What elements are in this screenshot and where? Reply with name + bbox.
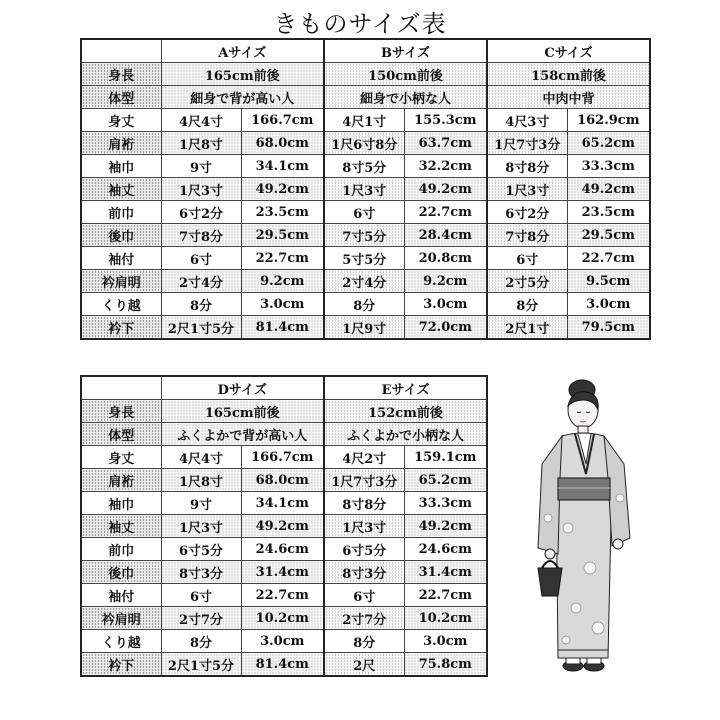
shaku-value-cell: 8寸8分	[324, 492, 404, 515]
shaku-value-cell: 6寸	[161, 584, 241, 607]
shaku-value-cell: 2寸7分	[161, 607, 241, 630]
cm-value-cell: 23.5cm	[567, 201, 650, 224]
cm-value-cell: 72.0cm	[404, 316, 487, 340]
shaku-value-cell: 8寸8分	[487, 155, 567, 178]
size-name-header: Dサイズ	[161, 376, 324, 400]
measurement-row	[81, 132, 650, 155]
row-label: 体型	[81, 423, 161, 446]
cm-value-cell: 3.0cm	[241, 630, 324, 653]
row-label: 袖付	[81, 247, 161, 270]
shaku-value-cell: 2寸5分	[487, 270, 567, 293]
measurement-row	[81, 201, 650, 224]
shaku-value-cell: 8寸3分	[324, 561, 404, 584]
measurement-row	[81, 561, 487, 584]
shaku-value-cell: 1尺9寸	[324, 316, 404, 340]
measurement-row	[81, 515, 487, 538]
handbag-icon	[538, 568, 562, 596]
shaku-value-cell: 6寸5分	[161, 538, 241, 561]
shaku-value-cell: 2尺1寸	[487, 316, 567, 340]
shaku-value-cell: 4尺4寸	[161, 446, 241, 469]
shaku-value-cell: 9寸	[161, 492, 241, 515]
cm-value-cell: 22.7cm	[404, 201, 487, 224]
measurement-row	[81, 109, 650, 132]
height-cell: 165cm前後	[161, 63, 324, 86]
cm-value-cell: 49.2cm	[241, 178, 324, 201]
build-cell: ふくよかで小柄な人	[324, 423, 487, 446]
row-label: 肩裄	[81, 132, 161, 155]
cm-value-cell: 31.4cm	[404, 561, 487, 584]
shaku-value-cell: 8分	[324, 630, 404, 653]
row-label: 後巾	[81, 224, 161, 247]
cm-value-cell: 159.1cm	[404, 446, 487, 469]
row-label: 袖丈	[81, 515, 161, 538]
shaku-value-cell: 6寸	[324, 584, 404, 607]
kimono-woman-illustration	[528, 378, 638, 678]
shaku-value-cell: 1尺3寸	[161, 178, 241, 201]
shaku-value-cell: 1尺8寸	[161, 469, 241, 492]
shaku-value-cell: 2寸7分	[324, 607, 404, 630]
cm-value-cell: 23.5cm	[241, 201, 324, 224]
height-cell: 158cm前後	[487, 63, 650, 86]
cm-value-cell: 81.4cm	[241, 653, 324, 677]
cm-value-cell: 155.3cm	[404, 109, 487, 132]
cm-value-cell: 65.2cm	[404, 469, 487, 492]
size-name-header: Eサイズ	[324, 376, 487, 400]
shaku-value-cell: 7寸5分	[324, 224, 404, 247]
shaku-value-cell: 8分	[161, 630, 241, 653]
shaku-value-cell: 1尺8寸	[161, 132, 241, 155]
build-cell: 細身で小柄な人	[324, 86, 487, 109]
shaku-value-cell: 9寸	[161, 155, 241, 178]
height-cell: 150cm前後	[324, 63, 487, 86]
build-row	[81, 86, 650, 109]
measurement-row	[81, 446, 487, 469]
row-label: 袖巾	[81, 492, 161, 515]
cm-value-cell: 3.0cm	[404, 630, 487, 653]
row-label: 前巾	[81, 538, 161, 561]
cm-value-cell: 49.2cm	[404, 515, 487, 538]
cm-value-cell: 20.8cm	[404, 247, 487, 270]
row-label: 衿下	[81, 653, 161, 677]
cm-value-cell: 10.2cm	[241, 607, 324, 630]
cm-value-cell: 10.2cm	[404, 607, 487, 630]
cm-value-cell: 68.0cm	[241, 132, 324, 155]
cm-value-cell: 24.6cm	[241, 538, 324, 561]
shaku-value-cell: 4尺3寸	[487, 109, 567, 132]
build-cell: ふくよかで背が高い人	[161, 423, 324, 446]
cm-value-cell: 3.0cm	[567, 293, 650, 316]
cm-value-cell: 9.2cm	[404, 270, 487, 293]
measurement-row	[81, 270, 650, 293]
cm-value-cell: 22.7cm	[241, 247, 324, 270]
cm-value-cell: 29.5cm	[567, 224, 650, 247]
cm-value-cell: 3.0cm	[404, 293, 487, 316]
shaku-value-cell: 8寸5分	[324, 155, 404, 178]
cm-value-cell: 33.3cm	[567, 155, 650, 178]
cm-value-cell: 22.7cm	[404, 584, 487, 607]
measurement-row	[81, 316, 650, 340]
cm-value-cell: 75.8cm	[404, 653, 487, 677]
shaku-value-cell: 8寸3分	[161, 561, 241, 584]
row-label: 身丈	[81, 109, 161, 132]
size-header-row	[81, 376, 487, 400]
size-table-d-e	[80, 375, 488, 677]
measurement-row	[81, 155, 650, 178]
cm-value-cell: 49.2cm	[404, 178, 487, 201]
measurement-row	[81, 653, 487, 677]
row-label: 身長	[81, 63, 161, 86]
corner-cell	[81, 376, 161, 400]
measurement-row	[81, 178, 650, 201]
shaku-value-cell: 2尺1寸5分	[161, 316, 241, 340]
row-label: 衿下	[81, 316, 161, 340]
cm-value-cell: 31.4cm	[241, 561, 324, 584]
shaku-value-cell: 8分	[487, 293, 567, 316]
measurement-row	[81, 630, 487, 653]
shaku-value-cell: 6寸	[487, 247, 567, 270]
shaku-value-cell: 4尺2寸	[324, 446, 404, 469]
shaku-value-cell: 6寸2分	[487, 201, 567, 224]
shaku-value-cell: 2尺1寸5分	[161, 653, 241, 677]
size-table-a-b-c	[80, 38, 651, 340]
shaku-value-cell: 6寸2分	[161, 201, 241, 224]
size-name-header: Cサイズ	[487, 39, 650, 63]
measurement-row	[81, 293, 650, 316]
cm-value-cell: 34.1cm	[241, 492, 324, 515]
build-cell: 中肉中背	[487, 86, 650, 109]
shaku-value-cell: 1尺6寸8分	[324, 132, 404, 155]
cm-value-cell: 9.5cm	[567, 270, 650, 293]
row-label: 身丈	[81, 446, 161, 469]
size-name-header: Bサイズ	[324, 39, 487, 63]
shaku-value-cell: 1尺7寸3分	[487, 132, 567, 155]
size-header-row	[81, 39, 650, 63]
row-label: 肩裄	[81, 469, 161, 492]
shaku-value-cell: 6寸	[161, 247, 241, 270]
shaku-value-cell: 5寸5分	[324, 247, 404, 270]
cm-value-cell: 166.7cm	[241, 109, 324, 132]
row-label: 身長	[81, 400, 161, 423]
cm-value-cell: 63.7cm	[404, 132, 487, 155]
measurement-row	[81, 538, 487, 561]
obi-sash	[558, 478, 610, 500]
cm-value-cell: 79.5cm	[567, 316, 650, 340]
shaku-value-cell: 4尺1寸	[324, 109, 404, 132]
shaku-value-cell: 1尺3寸	[487, 178, 567, 201]
shaku-value-cell: 6寸5分	[324, 538, 404, 561]
shaku-value-cell: 7寸8分	[487, 224, 567, 247]
cm-value-cell: 65.2cm	[567, 132, 650, 155]
cm-value-cell: 29.5cm	[241, 224, 324, 247]
height-cell: 165cm前後	[161, 400, 324, 423]
row-label: 袖巾	[81, 155, 161, 178]
measurement-row	[81, 492, 487, 515]
build-row	[81, 423, 487, 446]
shaku-value-cell: 1尺3寸	[324, 515, 404, 538]
page-title: きものサイズ表	[273, 10, 447, 38]
measurement-row	[81, 224, 650, 247]
cm-value-cell: 28.4cm	[404, 224, 487, 247]
row-label: 後巾	[81, 561, 161, 584]
cm-value-cell: 32.2cm	[404, 155, 487, 178]
row-label: 体型	[81, 86, 161, 109]
cm-value-cell: 81.4cm	[241, 316, 324, 340]
height-cell: 152cm前後	[324, 400, 487, 423]
row-label: 袖付	[81, 584, 161, 607]
cm-value-cell: 9.2cm	[241, 270, 324, 293]
cm-value-cell: 22.7cm	[567, 247, 650, 270]
cm-value-cell: 49.2cm	[241, 515, 324, 538]
shaku-value-cell: 1尺3寸	[324, 178, 404, 201]
shaku-value-cell: 4尺4寸	[161, 109, 241, 132]
cm-value-cell: 34.1cm	[241, 155, 324, 178]
cm-value-cell: 68.0cm	[241, 469, 324, 492]
row-label: くり越	[81, 630, 161, 653]
cm-value-cell: 162.9cm	[567, 109, 650, 132]
measurement-row	[81, 469, 487, 492]
measurement-row	[81, 607, 487, 630]
shaku-value-cell: 1尺7寸3分	[324, 469, 404, 492]
size-name-header: Aサイズ	[161, 39, 324, 63]
corner-cell	[81, 39, 161, 63]
cm-value-cell: 24.6cm	[404, 538, 487, 561]
height-row	[81, 400, 487, 423]
cm-value-cell: 22.7cm	[241, 584, 324, 607]
row-label: 衿肩明	[81, 270, 161, 293]
row-label: 衿肩明	[81, 607, 161, 630]
shaku-value-cell: 8分	[324, 293, 404, 316]
shaku-value-cell: 2寸4分	[324, 270, 404, 293]
row-label: くり越	[81, 293, 161, 316]
shaku-value-cell: 2尺	[324, 653, 404, 677]
shaku-value-cell: 1尺3寸	[161, 515, 241, 538]
height-row	[81, 63, 650, 86]
row-label: 袖丈	[81, 178, 161, 201]
cm-value-cell: 3.0cm	[241, 293, 324, 316]
shaku-value-cell: 8分	[161, 293, 241, 316]
shaku-value-cell: 2寸4分	[161, 270, 241, 293]
shaku-value-cell: 7寸8分	[161, 224, 241, 247]
measurement-row	[81, 584, 487, 607]
build-cell: 細身で背が高い人	[161, 86, 324, 109]
measurement-row	[81, 247, 650, 270]
row-label: 前巾	[81, 201, 161, 224]
cm-value-cell: 49.2cm	[567, 178, 650, 201]
shaku-value-cell: 6寸	[324, 201, 404, 224]
cm-value-cell: 166.7cm	[241, 446, 324, 469]
cm-value-cell: 33.3cm	[404, 492, 487, 515]
